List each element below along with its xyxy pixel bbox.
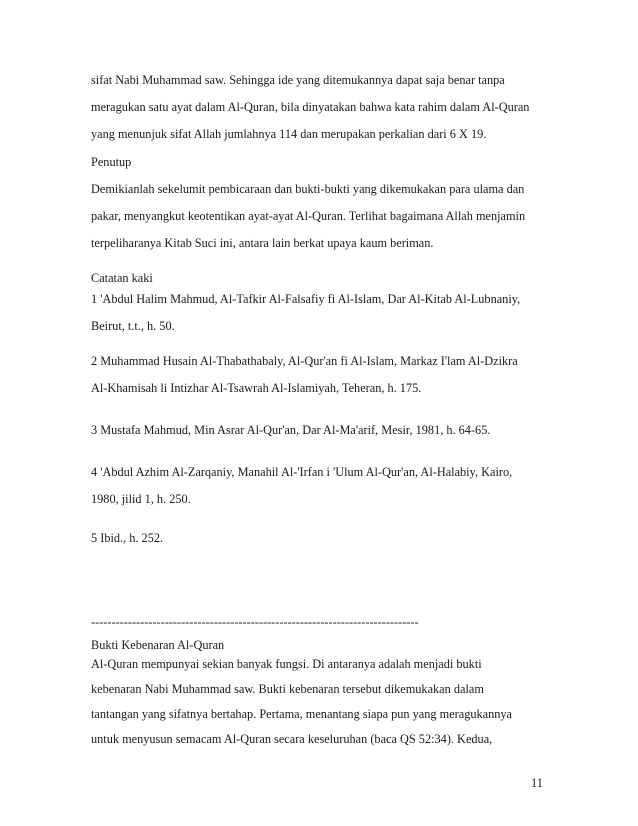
footnote-4-line: 1980, jilid 1, h. 250.	[91, 492, 191, 506]
footnote-2-line: 2 Muhammad Husain Al-Thabathabaly, Al-Qur'an fi Al-Islam, Markaz I'lam Al-Dzikra	[91, 354, 518, 368]
page-number: 11	[531, 776, 543, 790]
paragraph-line: untuk menyusun semacam Al-Quran secara keseluruhan (baca QS 52:34). Kedua,	[91, 732, 493, 746]
paragraph-line: tantangan yang sifatnya bertahap. Pertama, menantang siapa pun yang meragukannya	[91, 707, 513, 721]
section-heading-bukti: Bukti Kebenaran Al-Quran	[91, 638, 225, 652]
paragraph-line: Demikianlah sekelumit pembicaraan dan bukti-bukti yang dikemukakan para ulama dan	[91, 182, 525, 196]
paragraph-line: yang menunjuk sifat Allah jumlahnya 114 dan merupakan perkalian dari 6 X 19.	[91, 127, 487, 141]
footnotes-heading: Catatan kaki	[91, 271, 153, 285]
paragraph-line: terpeliharanya Kitab Suci ini, antara lain berkat upaya kaum beriman.	[91, 236, 434, 250]
footnote-2-line: Al-Khamisah li Intizhar Al-Tsawrah Al-Islamiyah, Teheran, h. 175.	[91, 381, 422, 395]
paragraph-line: pakar, menyangkut keotentikan ayat-ayat Al-Quran. Terlihat bagaimana Allah menjamin	[91, 209, 526, 223]
footnote-1-line: Beirut, t.t., h. 50.	[91, 319, 175, 333]
paragraph-line: meragukan satu ayat dalam Al-Quran, bila dinyatakan bahwa kata rahim dalam Al-Quran	[91, 100, 530, 114]
footnote-3: 3 Mustafa Mahmud, Min Asrar Al-Qur'an, Dar Al-Ma'arif, Mesir, 1981, h. 64-65.	[91, 423, 491, 437]
section-heading-penutup: Penutup	[91, 155, 132, 169]
footnote-5: 5 Ibid., h. 252.	[91, 531, 164, 545]
footnote-1-line: 1 'Abdul Halim Mahmud, Al-Tafkir Al-Falsafiy fi Al-Islam, Dar Al-Kitab Al-Lubnaniy,	[91, 292, 521, 306]
paragraph-line: kebenaran Nabi Muhammad saw. Bukti kebenaran tersebut dikemukakan dalam	[91, 682, 484, 696]
paragraph-line: sifat Nabi Muhammad saw. Sehingga ide yang ditemukannya dapat saja benar tanpa	[91, 73, 505, 87]
paragraph-line: Al-Quran mempunyai sekian banyak fungsi. Di antaranya adalah menjadi bukti	[91, 657, 482, 671]
footnote-4-line: 4 'Abdul Azhim Al-Zarqaniy, Manahil Al-'Irfan i 'Ulum Al-Qur'an, Al-Halabiy, Kairo,	[91, 465, 513, 479]
separator-line: --------------------------------------------------------------------------------	[91, 615, 419, 629]
